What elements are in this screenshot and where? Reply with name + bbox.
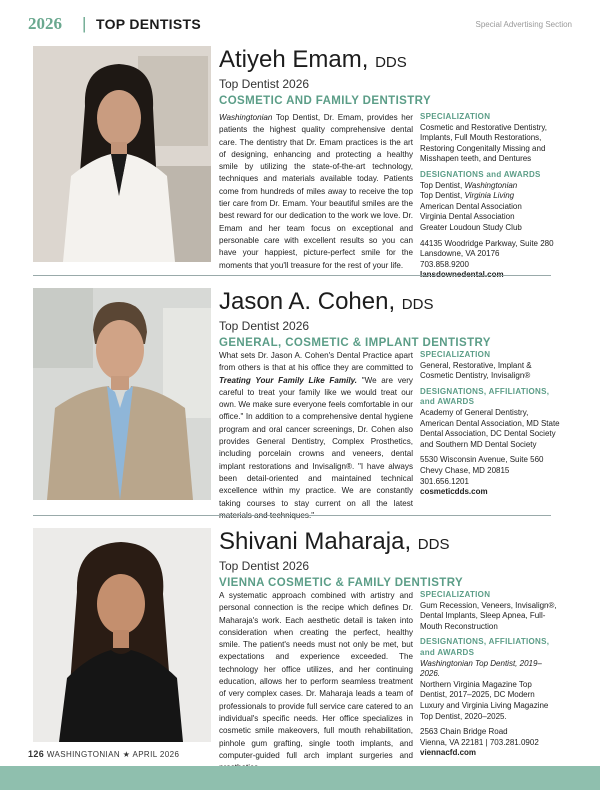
- address-line-2: Chevy Chase, MD 20815: [420, 465, 510, 475]
- dentist-specialty: COSMETIC AND FAMILY DENTISTRY: [219, 95, 432, 107]
- dentist-photo: [33, 528, 211, 742]
- specialization-heading: SPECIALIZATION: [420, 112, 491, 121]
- specialization-heading: SPECIALIZATION: [420, 590, 491, 599]
- website-link[interactable]: viennacfd.com: [420, 748, 477, 758]
- section-divider: [33, 515, 551, 516]
- designations-heading: DESIGNATIONS and AWARDS: [420, 169, 541, 179]
- publication-name: WASHINGTONIAN: [46, 750, 121, 759]
- dentist-name: Jason A. Cohen, DDS: [219, 288, 434, 315]
- dentist-specialty: VIENNA COSMETIC & FAMILY DENTISTRY: [219, 577, 464, 589]
- dentist-bio: What sets Dr. Jason A. Cohen's Dental Practice apart from others is that at his office they are committed to Treating Your Family Like Family. "We are very careful to treat your family like we would treat our own. We make sure everyone feels comfortable in our office." In addition to a comprehensive dental hygiene program and oral cancer screenings, Dr. Cohen also provides General Dentistry, Complex Prosthetics, including porcelain crowns and veneers, dental implant restorations and Invisalign®. "I have always been detail-oriented and maintained technical excellence within my practice. We are constantly taking courses to stay current on all the latest materials and techniques.": [219, 351, 413, 520]
- address-line-1: 44135 Woodridge Parkway, Suite 280: [420, 238, 554, 248]
- footer-color-bar: [0, 766, 600, 790]
- issue-date: APRIL 2026: [132, 750, 180, 759]
- dentist-sidebar: [420, 112, 560, 281]
- specialization-text: Gum Recession, Veneers, Invisalign®, Dental Implants, Sleep Apnea, Full-Mouth Reconstruction: [420, 600, 557, 631]
- dentist-name: Atiyeh Emam, DDS: [219, 46, 407, 73]
- specialization-text: General, Restorative, Implant & Cosmetic Dentistry, Invisalign®: [420, 360, 532, 381]
- dentist-name: Shivani Maharaja, DDS: [219, 528, 450, 555]
- header-separator: |: [82, 14, 87, 33]
- dentist-heading: [219, 288, 553, 349]
- portrait-illustration: [33, 528, 211, 742]
- dentist-specialty: GENERAL, COSMETIC & IMPLANT DENTISTRY: [219, 337, 491, 349]
- specialization-text: Cosmetic and Restorative Dentistry, Implants, Full Mouth Restorations, Restoring Congenitally Missing and Misshapen teeth, and Dentures: [420, 122, 548, 164]
- portrait-illustration: [33, 288, 211, 500]
- designation-item: American Dental Association: [420, 201, 522, 211]
- phone-number: 301.656.1201: [420, 476, 469, 486]
- section-divider: [33, 275, 551, 276]
- designations-heading: DESIGNATIONS, AFFILIATIONS, and AWARDS: [420, 637, 550, 657]
- portrait-illustration: [33, 46, 211, 262]
- dentist-degree: DDS: [375, 54, 407, 71]
- phone-number: 703.858.9200: [420, 259, 469, 269]
- address-line-1: 5530 Wisconsin Avenue, Suite 560: [420, 455, 544, 465]
- dentist-bio: Washingtonian Top Dentist, Dr. Emam, provides her patients the highest quality comprehensive dental care. The dentistry that Dr. Emam practices is the art of designing, enhancing and protecting a healthy smile by utilizing the state-of-the-art technology, techniques and materials available today. Patients come from hundreds of miles away to receive the top tier care from Dr. Emam. Your beautiful smiles are the best reward for our dedication to the work we love. Dr. Emam and her team focus on exceptional and personable care with excellent results so you can have your happiest, picture-perfect smile for the moments that you'll treasure for the rest of your life.: [219, 113, 413, 270]
- website-link[interactable]: cosmeticdds.com: [420, 487, 488, 497]
- dentist-profile-cohen: [33, 288, 560, 520]
- designations-text: Northern Virginia Magazine Top Dentist, 2017–2025, DC Modern Luxury and Virginia Living Magazine Top Dentist, 2020–2025.: [420, 679, 549, 721]
- address-line-2: Lansdowne, VA 20176: [420, 249, 500, 259]
- designations-text: Washingtonian Top Dentist, 2019–2026.: [420, 658, 542, 679]
- dentist-photo: [33, 46, 211, 262]
- header-title: TOP DENTISTS: [96, 16, 201, 32]
- header-section-label: Special Advertising Section: [475, 20, 572, 29]
- specialization-heading: SPECIALIZATION: [420, 350, 491, 359]
- dentist-degree: DDS: [417, 536, 450, 553]
- designations-text: Academy of General Dentistry, American Dental Association, MD State Dental Association, DC Dental Society and Southern MD Dental Society: [420, 407, 560, 449]
- star-icon: ★: [122, 750, 131, 759]
- dentist-subtitle: Top Dentist 2026: [219, 319, 310, 333]
- dentist-subtitle: Top Dentist 2026: [219, 77, 310, 91]
- designations-heading: DESIGNATIONS, AFFILIATIONS, and AWARDS: [420, 386, 550, 407]
- dentist-subtitle: Top Dentist 2026: [219, 559, 310, 573]
- dentist-bio: A systematic approach combined with artistry and personal connection is the recipe which defines Dr. Maharaja's work. Each aesthetic detail is taken into consideration when creating the perfect, healthy smile. The patient's needs must not only be met, but expectations and experience exceeded. The technology her office utilizes, and her continuing education, allows her to perform seamless treatment of very complex cases. Dr. Maharaja leads a team of professionals to provide full service care catered to an individual's specific needs. Her office specializes in cosmetic smile makeovers, full mouth rehabilitation, pinhole gum grafting, single tooth implants, and computer-guided full arch implant surgeries and: [219, 591, 413, 760]
- dentist-sidebar: [420, 350, 560, 498]
- designation-item: Virginia Dental Association: [420, 212, 515, 222]
- page-header: [28, 14, 572, 36]
- dentist-photo: [33, 288, 211, 500]
- designation-item: Greater Loudoun Study Club: [420, 222, 522, 232]
- dentist-heading: [219, 46, 553, 107]
- dentist-profile-emam: [33, 46, 554, 280]
- address-line-1: 2563 Chain Bridge Road: [420, 727, 508, 737]
- designation-item: Top Dentist, Washingtonian: [420, 180, 518, 190]
- dentist-heading: [219, 528, 553, 589]
- address-line-2: Vienna, VA 22181 | 703.281.0902: [420, 737, 539, 747]
- dentist-degree: DDS: [401, 296, 434, 313]
- designation-item: Top Dentist, Virginia Living: [420, 191, 515, 201]
- header-year: 2026: [28, 14, 62, 33]
- page-number: 126: [28, 749, 45, 759]
- page-footer: [28, 749, 179, 759]
- dentist-sidebar: [420, 590, 560, 759]
- website-link[interactable]: lansdownedental.com: [420, 270, 504, 280]
